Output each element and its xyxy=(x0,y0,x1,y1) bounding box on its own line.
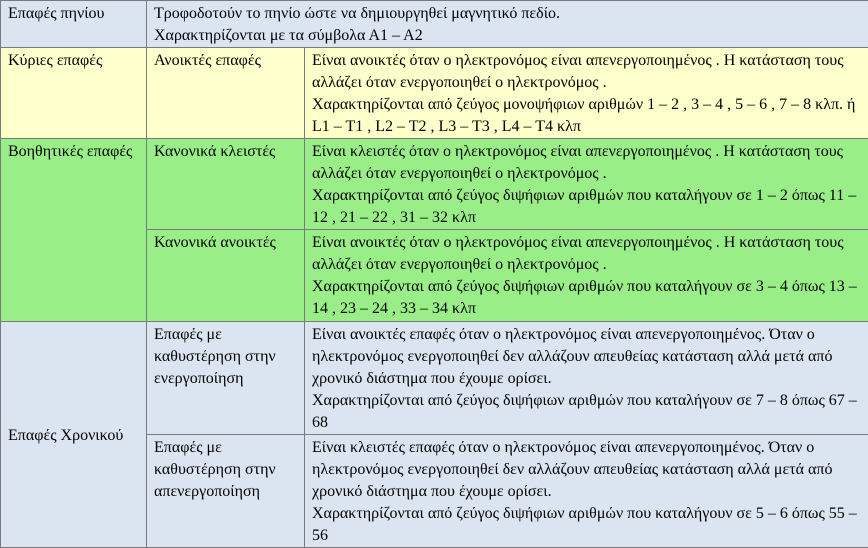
main-contacts-label: Κύριες επαφές xyxy=(1,48,147,139)
timer-on-delay-label: Επαφές με καθυστέρηση στην ενεργοποίηση xyxy=(147,322,305,435)
timer-contacts-label: Επαφές Χρονικού xyxy=(1,322,147,548)
aux-nc-contacts-label: Κανονικά κλειστές xyxy=(147,139,305,230)
coil-contacts-label: Επαφές πηνίου xyxy=(1,1,147,48)
main-open-contacts-label: Ανοικτές επαφές xyxy=(147,48,305,139)
timer-off-delay-description: Είναι κλειστές επαφές όταν ο ηλεκτρονόμος είναι απενεργοποιημένος. Όταν ο ηλεκτρονόμος ενεργοποιηθεί δεν αλλάζουν απευθείας κατάσταση αλλά μετά από χρονικό διάστημα που έχουμε ορίσει. Χαρακτηρίζονται από ζεύγος διψήφιων αριθμών που καταλήγουν σε 5 – 6 όπως 55 – 56 xyxy=(305,435,868,548)
row-aux-nc-contacts xyxy=(1,139,868,230)
main-open-contacts-description: Είναι ανοικτές όταν ο ηλεκτρονόμος είναι απενεργοποιημένος . Η κατάσταση τους αλλάζει όταν ενεργοποιηθεί ο ηλεκτρονόμος . Χαρακτηρίζονται από ζεύγος μονοψήφιων αριθμών 1 – 2 , 3 – 4 , 5 – 6 , 7 – 8 κλπ. ή L1 – T1 , L2 – T2 , L3 – T3 , L4 – T4 κλπ xyxy=(305,48,868,139)
timer-on-delay-description: Είναι ανοικτές επαφές όταν ο ηλεκτρονόμος είναι απενεργοποιημένος. Όταν ο ηλεκτρονόμος ενεργοποιηθεί δεν αλλάζουν απευθείας κατάσταση αλλά μετά από χρονικό διάστημα που έχουμε ορίσει. Χαρακτηρίζονται από ζεύγος διψήφιων αριθμών που καταλήγουν σε 7 – 8 όπως 67 – 68 xyxy=(305,322,868,435)
timer-off-delay-label: Επαφές με καθυστέρηση στην απενεργοποίηση xyxy=(147,435,305,548)
aux-contacts-label: Βοηθητικές επαφές xyxy=(1,139,147,322)
row-coil-contacts xyxy=(1,1,868,48)
row-main-contacts xyxy=(1,48,868,139)
aux-no-contacts-label: Κανονικά ανοικτές xyxy=(147,230,305,322)
row-timer-on-delay xyxy=(1,322,868,435)
aux-nc-contacts-description: Είναι κλειστές όταν ο ηλεκτρονόμος είναι απενεργοποιημένος . Η κατάσταση τους αλλάζει όταν ενεργοποιηθεί ο ηλεκτρονόμος . Χαρακτηρίζονται από ζεύγος διψήφιων αριθμών που καταλήγουν σε 1 – 2 όπως 11 – 12 , 21 – 22 , 31 – 32 κλπ xyxy=(305,139,868,230)
aux-no-contacts-description: Είναι ανοικτές όταν ο ηλεκτρονόμος είναι απενεργοποιημένος . Η κατάσταση τους αλλάζει όταν ενεργοποιηθεί ο ηλεκτρονόμος . Χαρακτηρίζονται από ζεύγος διψήφιων αριθμών που καταλήγουν σε 3 – 4 όπως 13 – 14 , 23 – 24 , 33 – 34 κλπ xyxy=(305,230,868,322)
coil-contacts-description: Τροφοδοτούν το πηνίο ώστε να δημιουργηθεί μαγνητικό πεδίο. Χαρακτηρίζονται με τα σύμβολα Α1 – Α2 xyxy=(147,1,868,48)
